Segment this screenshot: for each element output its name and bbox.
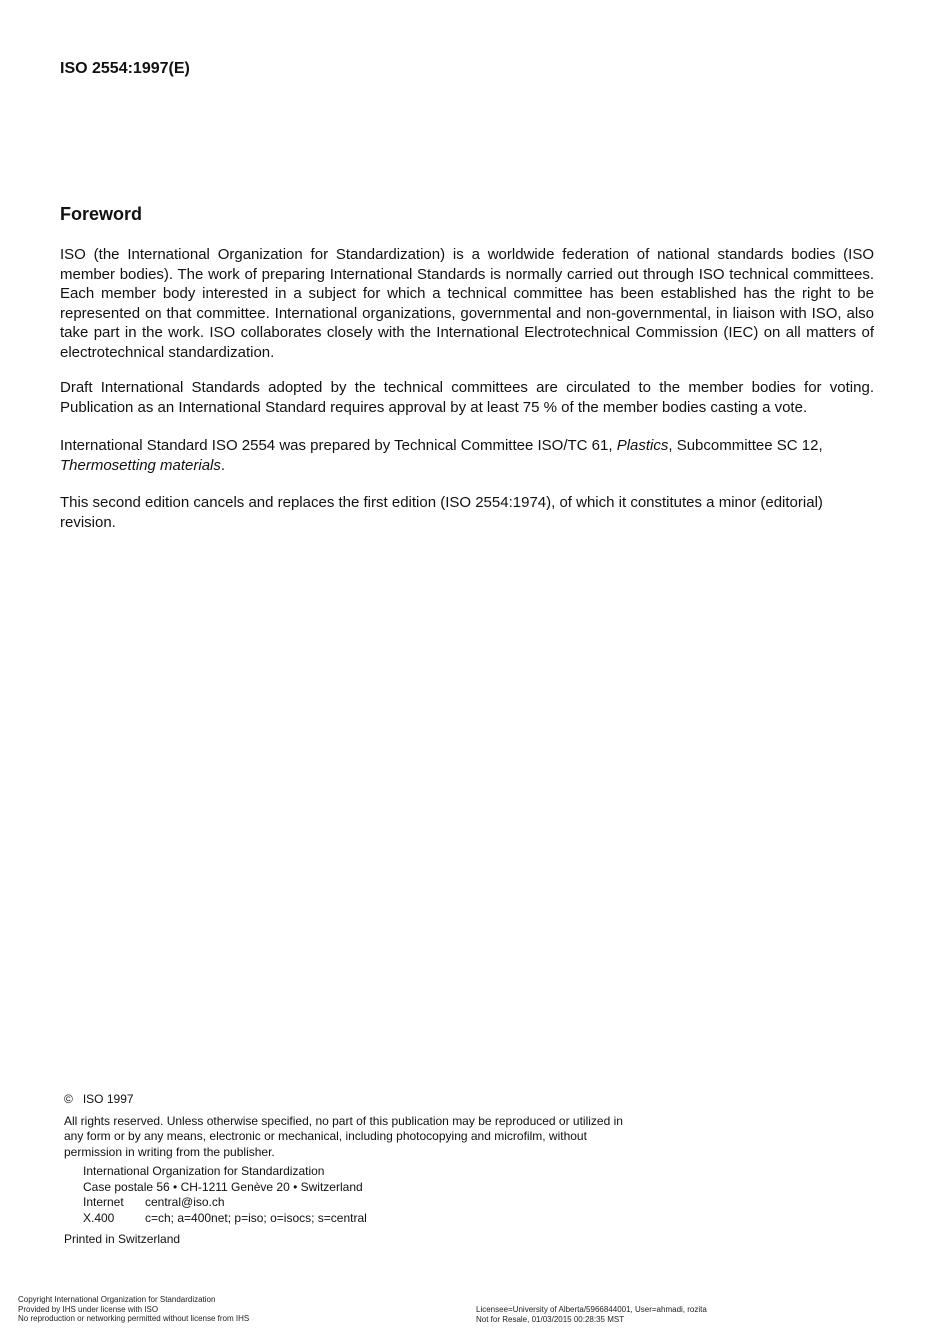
paragraph-3-text-cont: , Subcommittee SC 12, [668, 437, 823, 454]
paragraph-3-text: International Standard ISO 2554 was prepared by Technical Committee ISO/TC 61, [60, 437, 617, 454]
footer-right-line: Licensee=University of Alberta/5966844001, User=ahmadi, rozita [476, 1305, 707, 1314]
subcommittee-name: Thermosetting materials [60, 456, 221, 474]
footer-left-line: No reproduction or networking permitted without license from IHS [18, 1314, 250, 1323]
internet-label: Internet [83, 1195, 124, 1209]
footer-left-line: Provided by IHS under license with ISO [18, 1304, 159, 1314]
footer-left [18, 1295, 249, 1324]
paragraph-3-end: . [220, 456, 226, 474]
x400-label: X.400 [83, 1210, 115, 1225]
copyright-symbol: © [64, 1092, 73, 1106]
footer-right-line: Not for Resale, 01/03/2015 00:28:35 MST [476, 1314, 625, 1324]
footer-left-line: Copyright International Organization for Standardization [18, 1295, 216, 1304]
foreword-paragraph-1: ISO (the International Organization for Standardization) is a worldwide federation of national standards bodies (ISO member bodies). The work of preparing International Standards is normally carried out through ISO technical committees. Each member body interested in a subject for which a technical committee has been established has the right to be represented on that committee. International organizations, governmental and non-governmental, in liaison with ISO, also take part in the work. ISO collaborates closely with the International Electrotechnical Commission (IEC) on all matters of electrotechnical standardization. [60, 246, 874, 361]
foreword-heading: Foreword [60, 204, 143, 224]
foreword-paragraph-4: This second edition cancels and replaces the first edition (ISO 2554:1974), of which it constitutes a minor (editorial) revision. [60, 494, 823, 531]
footer-right [476, 1305, 707, 1324]
foreword-paragraph-3 [60, 436, 874, 475]
x400-value: c=ch; a=400net; p=iso; o=isocs; s=central [145, 1210, 367, 1225]
internet-row [83, 1195, 624, 1211]
postal-address: Case postale 56 • CH-1211 Genève 20 • Switzerland [83, 1179, 363, 1194]
printed-in: Printed in Switzerland [64, 1232, 181, 1246]
org-name: International Organization for Standardization [83, 1164, 325, 1178]
foreword-paragraph-2: Draft International Standards adopted by the technical committees are circulated to the member bodies for voting. Publication as an International Standard requires approval by at least 75 % of the member bodies casting a vote. [60, 379, 874, 416]
document-id: ISO 2554:1997(E) [60, 60, 190, 77]
copyright-block [64, 1092, 624, 1248]
copyright-line [64, 1092, 624, 1108]
iso-address [64, 1164, 624, 1226]
copyright-year: ISO 1997 [82, 1092, 134, 1106]
committee-name: Plastics [616, 437, 669, 454]
x400-row [83, 1211, 624, 1227]
internet-value: central@iso.ch [145, 1195, 225, 1209]
rights-statement: All rights reserved. Unless otherwise specified, no part of this publication may be reproduced or utilized in any form or by any means, electronic or mechanical, including photocopying and microfilm, without permission in writing from the publisher. [64, 1113, 623, 1159]
